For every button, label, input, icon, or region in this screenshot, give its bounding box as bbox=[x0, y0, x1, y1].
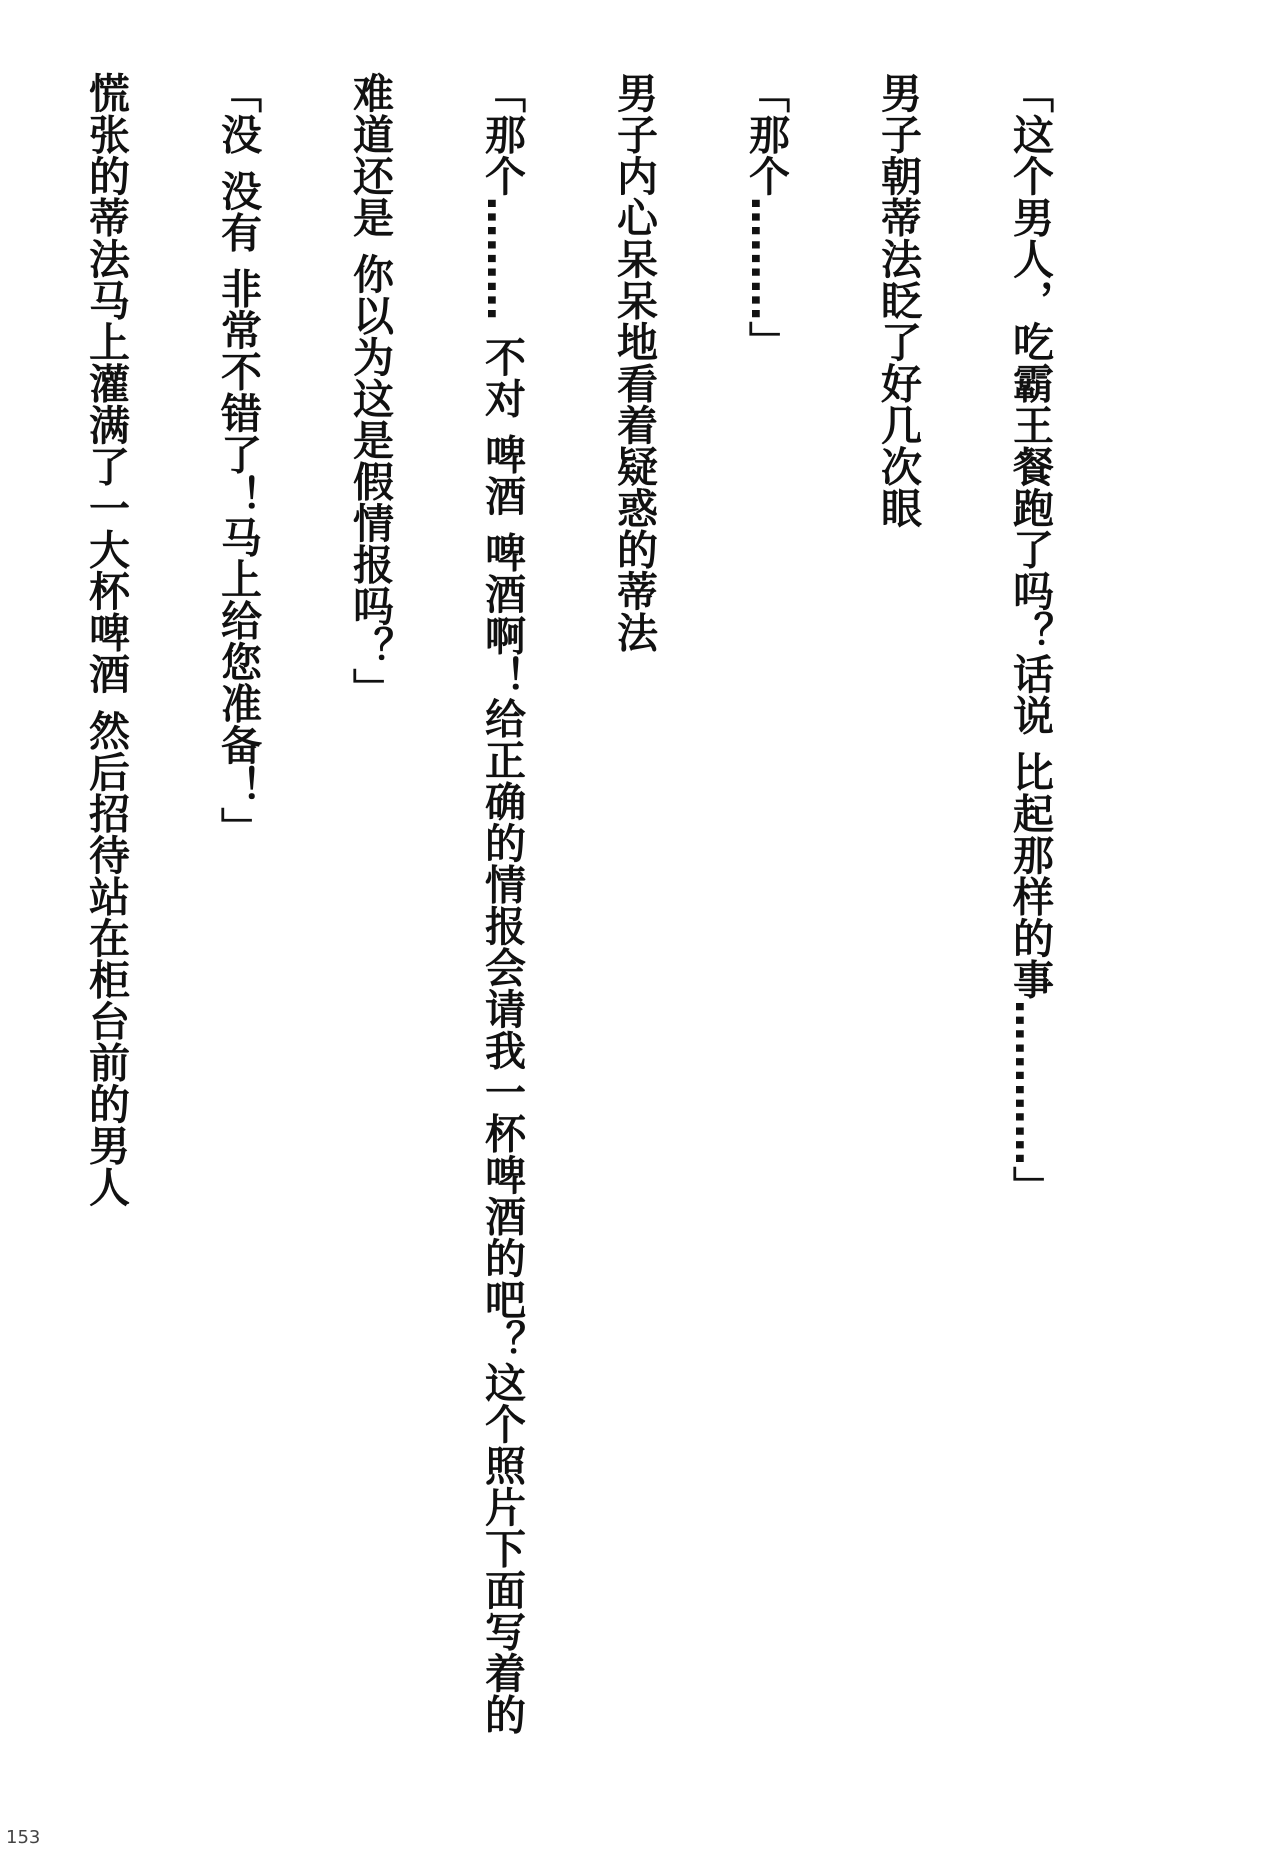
text-line: 「那个……… 不对 啤酒 啤酒啊！给正确的情报会请我一杯啤酒的吧？这个照片下面写着的 bbox=[478, 72, 526, 1735]
text-line: 男子朝蒂法眨了好几次眼 bbox=[874, 72, 922, 529]
text-line: 「那个………」 bbox=[742, 72, 790, 363]
page-number: 153 bbox=[6, 1827, 41, 1848]
text-line: 「没 没有 非常不错了！马上给您准备！」 bbox=[214, 72, 262, 849]
text-line: 男子内心呆呆地看着疑惑的蒂法 bbox=[610, 72, 658, 653]
text-line: 慌张的蒂法马上灌满了一大杯啤酒 然后招待站在柜台前的男人 bbox=[82, 72, 130, 1208]
text-line: 「这个男人，吃霸王餐跑了吗？话说 比起那样的事…………」 bbox=[1006, 72, 1054, 1208]
vertical-text-block bbox=[0, 72, 1140, 1772]
text-line: 难道还是 你以为这是假情报吗？」 bbox=[346, 72, 394, 710]
